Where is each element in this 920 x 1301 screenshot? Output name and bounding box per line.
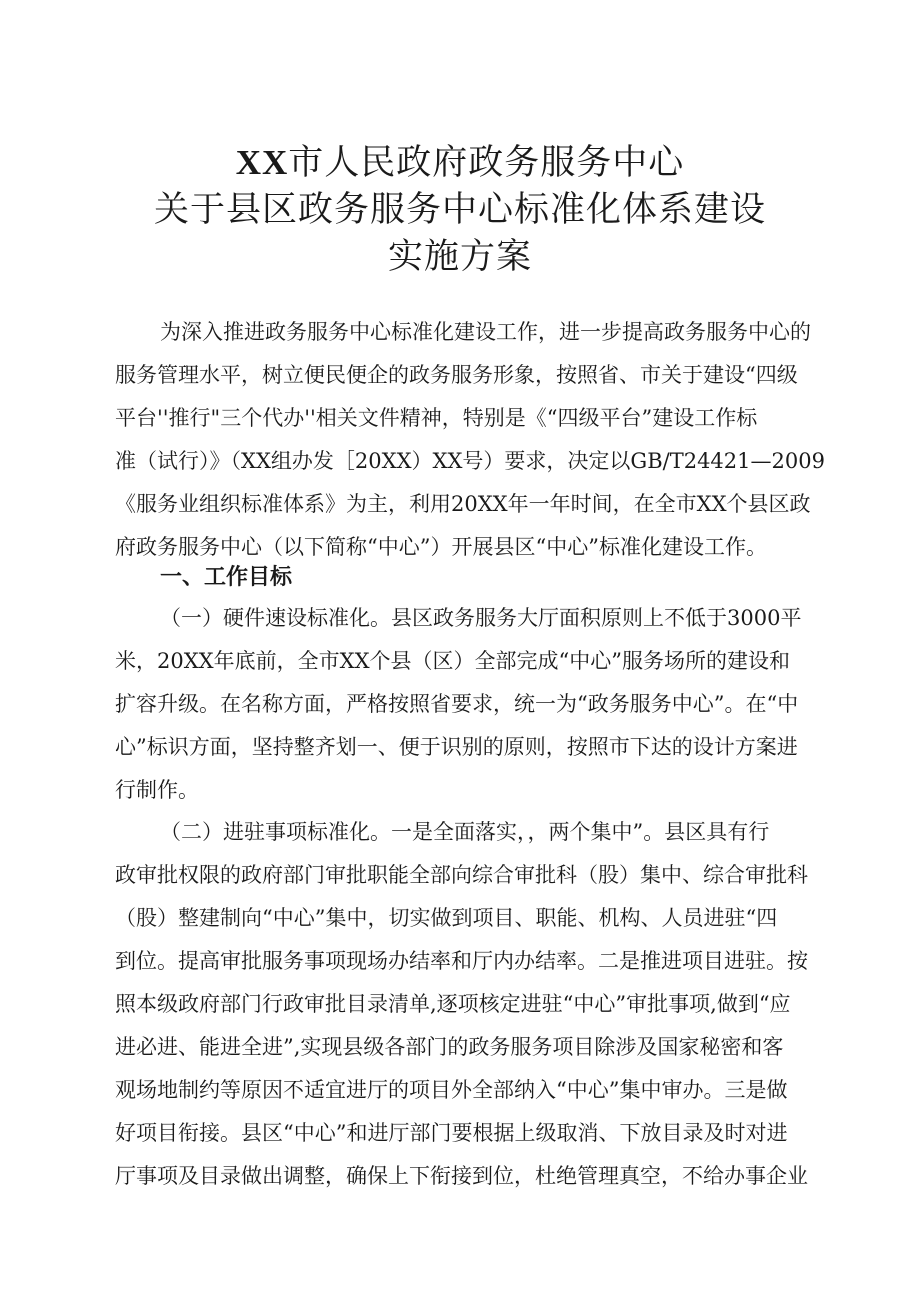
paragraph-line: （股）整建制向“中心”集中，切实做到项目、职能、机构、人员进驻“四 [115,906,778,930]
intro-line: 《服务业组织标准体系》为主，利用20XX年一年时间，在全市XX个县区政 [115,492,811,516]
paragraph-line: 照本级政府部门行政审批目录清单,逐项核定进驻“中心”审批事项,做到“应 [115,992,791,1016]
paragraph-line: 进必进、能进全进”,实现县级各部门的政务服务项目除涉及国家秘密和客 [115,1035,784,1059]
paragraph-line: 好项目衔接。县区“中心”和进厅部门要根据上级取消、下放目录及时对进 [115,1121,788,1145]
paragraph-line: 政审批权限的政府部门审批职能全部向综合审批科（股）集中、综合审批科 [115,863,808,887]
document-title-line-1 [0,140,920,186]
paragraph-line: 扩容升级。在名称方面，严格按照省要求，统一为“政务服务中心”。在“中 [115,692,799,716]
paragraph-line: 观场地制约等原因不适宜进厅的项目外全部纳入“中心”集中审办。三是做 [115,1078,788,1102]
section-heading: 一、工作目标 [160,565,293,590]
paragraph-line: （一）硬件速设标准化。县区政务服务大厅面积原则上不低于3000平 [160,606,802,630]
document-title-line-3: 实施方案 [387,237,532,277]
document-title-line-2: 关于县区政务服务中心标准化体系建设 [153,190,766,230]
intro-line: 平台''推行"三个代办''相关文件精神，特别是《“四级平台”建设工作标 [115,406,758,430]
paragraph-line: 心”标识方面，坚持整齐划一、便于识别的原则，按照市下达的设计方案进 [115,735,798,759]
intro-line: 服务管理水平，树立便民便企的政务服务形象，按照省、市关于建设“四级 [115,363,798,387]
intro-line: 为深入推进政务服务中心标准化建设工作，进一步提高政务服务中心的 [160,320,811,344]
title-prefix: XX [235,143,289,182]
title-line-1-rest: 市人民政府政务服务中心 [288,143,685,183]
paragraph-line: 行制作。 [115,778,199,802]
paragraph-line: （二）进驻事项标准化。一是全面落实，，两个集中”。县区具有行 [160,820,770,844]
intro-line: 准（试行）》（XX组办发［20XX）XX号）要求，决定以GB/T24421—2009 [115,449,825,473]
paragraph-line: 米，20XX年底前，全市XX个县（区）全部完成“中心”服务场所的建设和 [115,649,790,673]
paragraph-line: 厅事项及目录做出调整，确保上下衔接到位，杜绝管理真空，不给办事企业 [115,1164,808,1188]
paragraph-line: 到位。提高审批服务事项现场办结率和厅内办结率。二是推进项目进驻。按 [115,949,808,973]
intro-line: 府政务服务中心（以下简称“中心”）开展县区“中心”标准化建设工作。 [115,535,767,559]
